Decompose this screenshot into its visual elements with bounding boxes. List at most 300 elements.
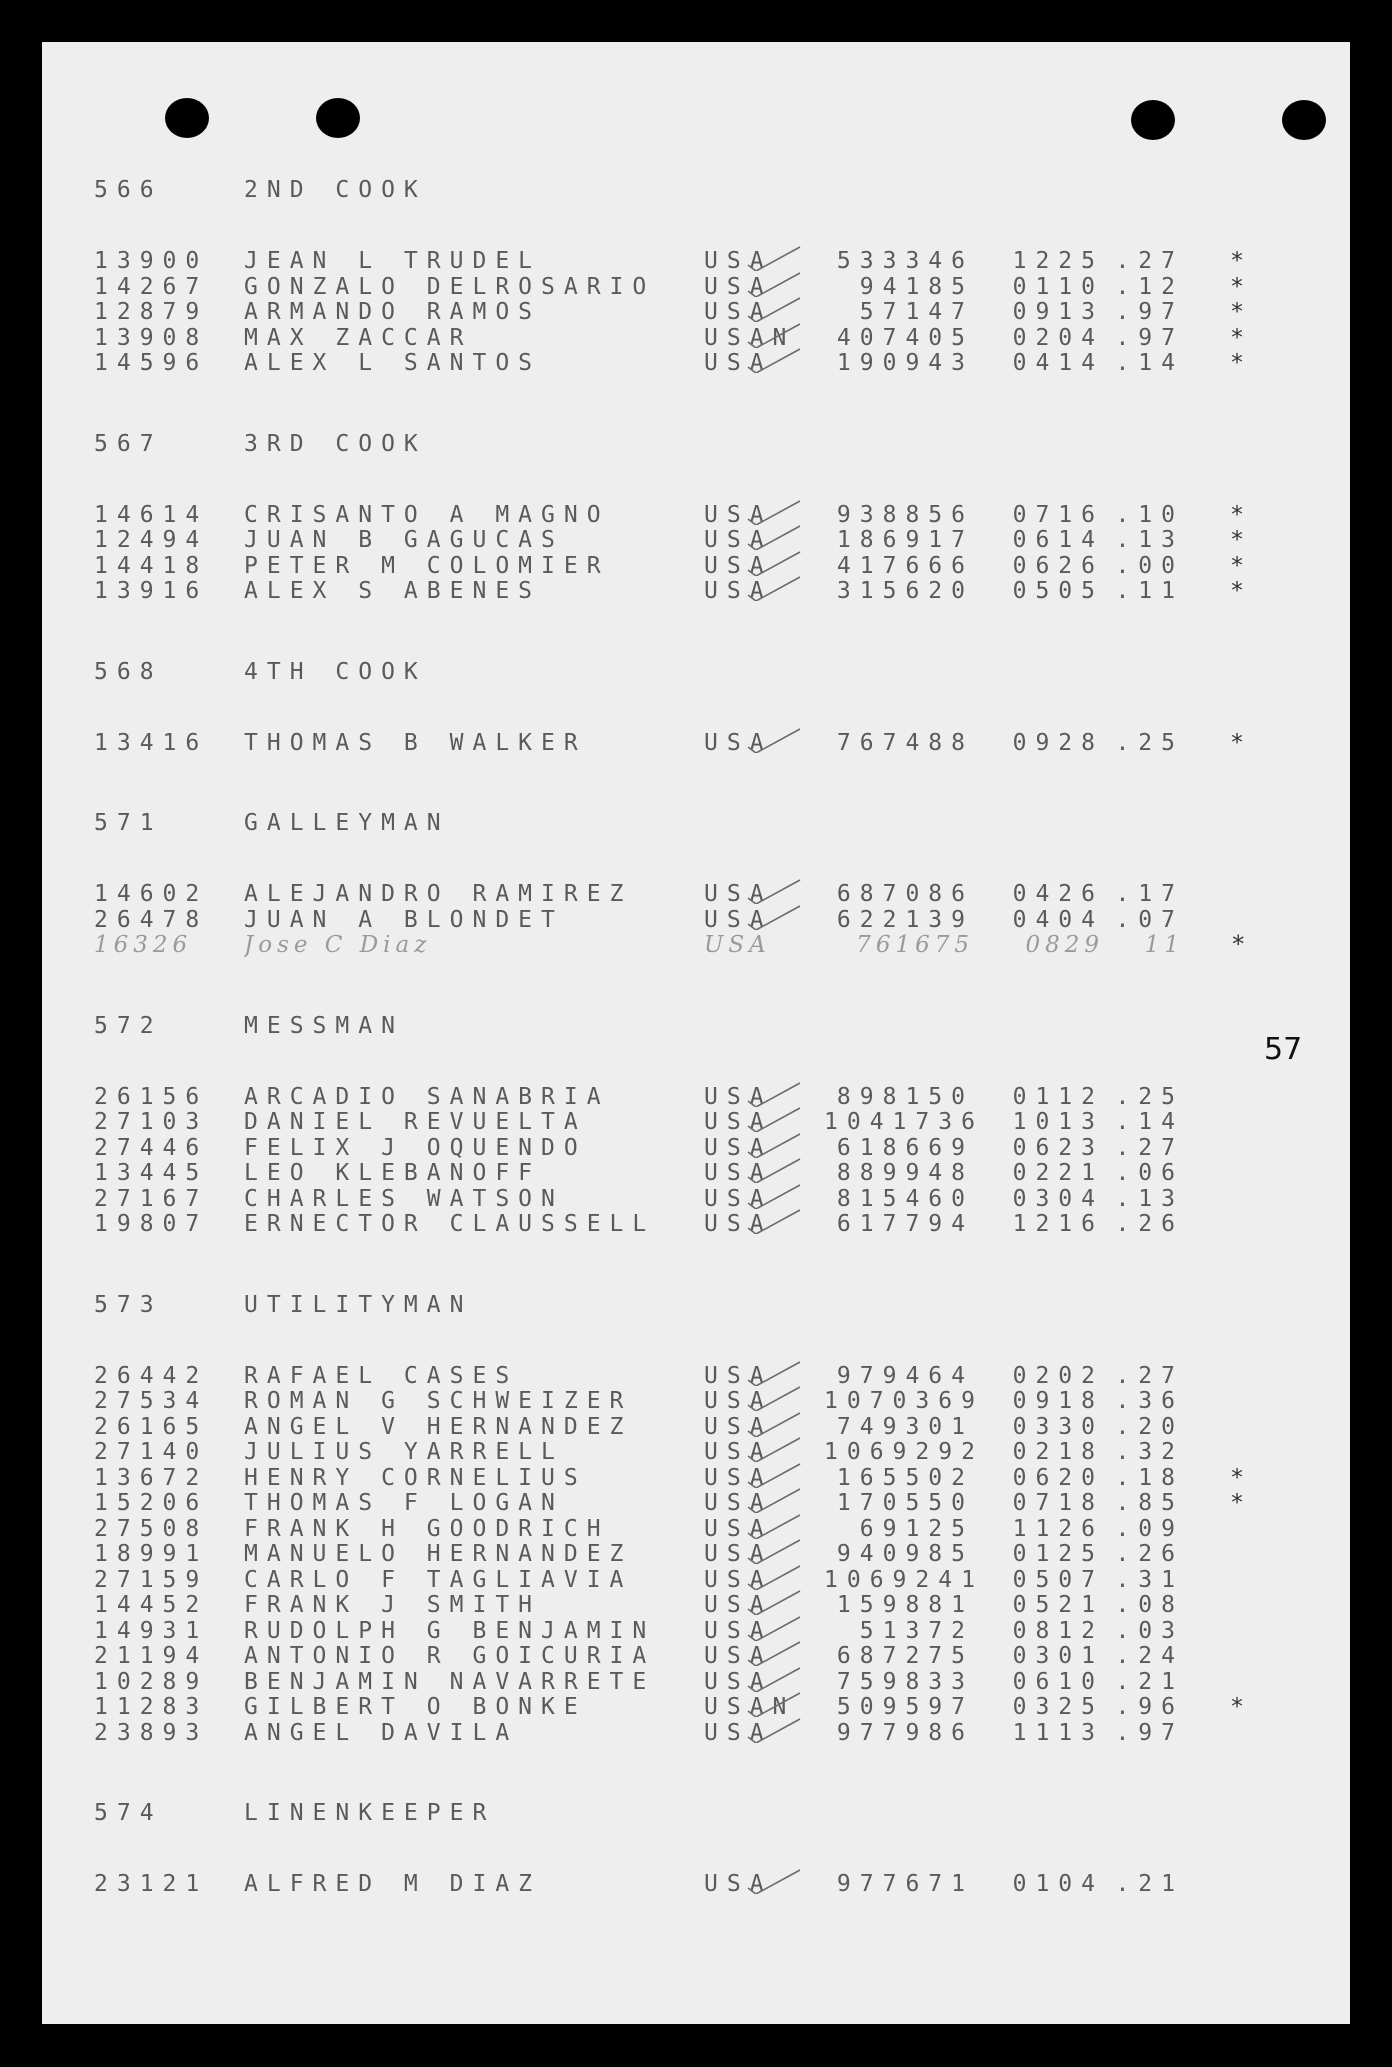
reference-number: 977986 bbox=[836, 1719, 974, 1746]
flag-mark: * bbox=[1230, 324, 1244, 351]
crew-number: 16326 bbox=[94, 932, 193, 958]
date-code: 0610 bbox=[1012, 1668, 1104, 1695]
flag-mark: * bbox=[1230, 1490, 1244, 1516]
crew-name: CHARLES WATSON bbox=[244, 1186, 564, 1212]
section bbox=[94, 1013, 1304, 1238]
rate: .26 bbox=[1115, 1541, 1184, 1567]
checkmark-icon bbox=[744, 1713, 804, 1743]
reference-number: 1041736 bbox=[824, 1109, 984, 1135]
rate: .25 bbox=[1115, 729, 1184, 756]
section-header bbox=[94, 810, 1304, 840]
reference-number: 898150 bbox=[836, 1083, 974, 1110]
crew-row bbox=[94, 326, 1304, 352]
rate: .14 bbox=[1115, 1109, 1184, 1135]
reference-number: 622139 bbox=[836, 906, 974, 933]
crew-name: RUDOLPH G BENJAMIN bbox=[244, 1618, 656, 1644]
crew-number: 14931 bbox=[94, 1617, 209, 1644]
crew-row bbox=[94, 1364, 1304, 1390]
country-text: USA bbox=[704, 1109, 773, 1135]
rate: .00 bbox=[1115, 552, 1184, 579]
crew-name: JUAN B GAGUCAS bbox=[244, 528, 564, 553]
checkmark-icon bbox=[744, 1864, 804, 1894]
section-code: 572 bbox=[94, 1012, 163, 1039]
crew-row bbox=[94, 1466, 1304, 1492]
crew-name: MAX ZACCAR bbox=[244, 325, 473, 351]
crew-name: ALEX S ABENES bbox=[244, 579, 542, 604]
document-page bbox=[42, 42, 1350, 2024]
flag-mark bbox=[1184, 1212, 1244, 1238]
flag-mark bbox=[1184, 1568, 1244, 1594]
date-code: 0614 bbox=[1012, 527, 1104, 553]
crew-name: Jose C Diaz bbox=[244, 933, 432, 958]
flag-mark bbox=[1184, 1389, 1244, 1415]
country-text: USA bbox=[704, 1592, 773, 1618]
crew-row bbox=[94, 554, 1304, 580]
rate: .06 bbox=[1115, 1160, 1184, 1186]
date-code: 0202 bbox=[1012, 1362, 1104, 1389]
crew-number: 14602 bbox=[94, 881, 209, 907]
reference-number: 509597 bbox=[836, 1694, 974, 1720]
crew-number: 27167 bbox=[94, 1185, 209, 1212]
section-header bbox=[94, 1292, 1304, 1322]
date-code: 1216 bbox=[1012, 1211, 1104, 1237]
date-code: 0325 bbox=[1012, 1694, 1104, 1720]
reference-number: 940985 bbox=[836, 1541, 974, 1567]
checkmark-icon bbox=[744, 571, 804, 601]
section bbox=[94, 1292, 1304, 1747]
country bbox=[704, 1212, 824, 1238]
flag-mark: * bbox=[1230, 578, 1244, 604]
rate: .27 bbox=[1115, 1362, 1184, 1389]
crew-number: 26478 bbox=[94, 906, 209, 933]
flag-mark: * bbox=[1230, 350, 1244, 376]
reference-number: 1070369 bbox=[824, 1388, 984, 1414]
country-text: USA bbox=[704, 1490, 773, 1516]
crew-name: ANGEL DAVILA bbox=[244, 1720, 519, 1746]
flag-mark bbox=[1184, 1644, 1244, 1670]
flag-mark: * bbox=[1230, 729, 1244, 756]
country-text: USA bbox=[704, 248, 773, 274]
crew-row bbox=[94, 1110, 1304, 1136]
crew-number: 14596 bbox=[94, 350, 209, 376]
crew-number: 15206 bbox=[94, 1490, 209, 1516]
country-text: USA bbox=[704, 1566, 773, 1593]
flag-mark bbox=[1184, 1110, 1244, 1136]
country-text: USA bbox=[704, 1211, 773, 1237]
crew-row bbox=[94, 908, 1304, 934]
date-code: 0623 bbox=[1012, 1134, 1104, 1161]
crew-name: ROMAN G SCHWEIZER bbox=[244, 1389, 633, 1414]
crew-row bbox=[94, 1872, 1304, 1898]
crew-number: 13908 bbox=[94, 324, 209, 351]
crew-list bbox=[94, 177, 1304, 1952]
crew-name: FRANK J SMITH bbox=[244, 1593, 542, 1618]
date-code: 0716 bbox=[1012, 501, 1104, 528]
crew-number: 13416 bbox=[94, 729, 209, 756]
crew-row bbox=[94, 1415, 1304, 1441]
rate: .31 bbox=[1115, 1566, 1184, 1593]
punch-hole bbox=[1282, 100, 1326, 140]
rate: .09 bbox=[1115, 1515, 1184, 1542]
country-text: USA bbox=[704, 552, 773, 579]
country-text: USAN bbox=[704, 324, 796, 351]
section bbox=[94, 810, 1304, 959]
crew-number: 13672 bbox=[94, 1464, 209, 1491]
section-header bbox=[94, 431, 1304, 461]
rate: .85 bbox=[1115, 1490, 1184, 1516]
crew-row bbox=[94, 1187, 1304, 1213]
flag-mark bbox=[1184, 1440, 1244, 1466]
country-text: USA bbox=[704, 1541, 773, 1567]
flag-mark: * bbox=[1230, 1694, 1244, 1720]
crew-number: 19807 bbox=[94, 1211, 209, 1237]
crew-number: 10289 bbox=[94, 1668, 209, 1695]
rate: .32 bbox=[1115, 1439, 1184, 1465]
crew-row bbox=[94, 1136, 1304, 1162]
flag-mark bbox=[1184, 882, 1244, 908]
flag-mark bbox=[1184, 908, 1244, 934]
crew-name: JEAN L TRUDEL bbox=[244, 249, 542, 274]
crew-number: 27508 bbox=[94, 1515, 209, 1542]
section-title: 4TH COOK bbox=[244, 658, 427, 685]
country-text: USAN bbox=[704, 1694, 796, 1720]
reference-number: 687275 bbox=[836, 1643, 974, 1669]
crew-name: MANUELO HERNANDEZ bbox=[244, 1542, 633, 1567]
crew-number: 11283 bbox=[94, 1694, 209, 1720]
reference-number: 190943 bbox=[836, 350, 974, 376]
crew-name: JUAN A BLONDET bbox=[244, 907, 564, 933]
date-code: 1013 bbox=[1012, 1109, 1104, 1135]
reference-number: 170550 bbox=[836, 1490, 974, 1516]
section-title: MESSMAN bbox=[244, 1012, 404, 1039]
section bbox=[94, 659, 1304, 757]
reference-number: 815460 bbox=[836, 1185, 974, 1212]
rate: .96 bbox=[1115, 1694, 1184, 1720]
crew-name: ARCADIO SANABRIA bbox=[244, 1084, 610, 1110]
crew-row bbox=[94, 1212, 1304, 1238]
section-title: LINENKEEPER bbox=[244, 1800, 496, 1826]
date-code: 1225 bbox=[1012, 248, 1104, 274]
section-header bbox=[94, 1013, 1304, 1043]
date-code: 0218 bbox=[1012, 1439, 1104, 1465]
reference-number: 1069292 bbox=[824, 1439, 984, 1465]
country-text: USA bbox=[704, 1134, 773, 1161]
country bbox=[704, 579, 824, 605]
reference-number: 186917 bbox=[836, 527, 974, 553]
crew-row bbox=[94, 275, 1304, 301]
rate: .26 bbox=[1115, 1211, 1184, 1237]
date-code: 0221 bbox=[1012, 1160, 1104, 1186]
crew-row bbox=[94, 1593, 1304, 1619]
country bbox=[704, 933, 824, 959]
crew-name: LEO KLEBANOFF bbox=[244, 1161, 542, 1186]
crew-row bbox=[94, 503, 1304, 529]
country bbox=[704, 1721, 824, 1747]
rate: .27 bbox=[1115, 248, 1184, 274]
crew-name: GONZALO DELROSARIO bbox=[244, 274, 656, 300]
rate: .13 bbox=[1115, 1185, 1184, 1212]
rate: 11 bbox=[1144, 932, 1184, 958]
date-code: 0918 bbox=[1012, 1388, 1104, 1414]
checkmark-icon bbox=[744, 343, 804, 373]
country-text: USA bbox=[704, 1160, 773, 1186]
country-text: USA bbox=[704, 273, 773, 300]
crew-number: 12879 bbox=[94, 299, 209, 325]
country-text: USA bbox=[704, 1464, 773, 1491]
reference-number: 165502 bbox=[836, 1464, 974, 1491]
reference-number: 1069241 bbox=[824, 1566, 984, 1593]
crew-row bbox=[94, 1440, 1304, 1466]
flag-mark bbox=[1184, 1670, 1244, 1696]
flag-mark: * bbox=[1230, 273, 1244, 300]
crew-number: 26165 bbox=[94, 1413, 209, 1440]
reference-number: 533346 bbox=[836, 248, 974, 274]
date-code: 0507 bbox=[1012, 1566, 1104, 1593]
date-code: 0718 bbox=[1012, 1490, 1104, 1516]
crew-name: ANTONIO R GOICURIA bbox=[244, 1644, 656, 1669]
punch-hole bbox=[1131, 100, 1175, 140]
crew-row bbox=[94, 300, 1304, 326]
flag-mark bbox=[1184, 1187, 1244, 1213]
flag-mark bbox=[1184, 1136, 1244, 1162]
date-code: 0404 bbox=[1012, 906, 1104, 933]
flag-mark: * bbox=[1230, 1464, 1244, 1491]
section-header bbox=[94, 1800, 1304, 1830]
rate: .18 bbox=[1115, 1464, 1184, 1491]
country-text: USA bbox=[704, 1617, 773, 1644]
crew-name: ANGEL V HERNANDEZ bbox=[244, 1414, 633, 1440]
crew-number: 14267 bbox=[94, 273, 209, 300]
crew-number: 14452 bbox=[94, 1592, 209, 1618]
reference-number: 94185 bbox=[859, 273, 974, 300]
country-text: USA bbox=[704, 1719, 773, 1746]
country-text: USA bbox=[704, 1362, 773, 1389]
flag-mark: * bbox=[1232, 932, 1244, 958]
crew-row bbox=[94, 1542, 1304, 1568]
flag-mark: * bbox=[1230, 248, 1244, 274]
country-text: USA bbox=[704, 1413, 773, 1440]
crew-number: 26442 bbox=[94, 1362, 209, 1389]
rate: .08 bbox=[1115, 1592, 1184, 1618]
rate: .25 bbox=[1115, 1083, 1184, 1110]
section bbox=[94, 1800, 1304, 1898]
crew-row bbox=[94, 1085, 1304, 1111]
date-code: 0125 bbox=[1012, 1541, 1104, 1567]
rate: .97 bbox=[1115, 324, 1184, 351]
reference-number: 761675 bbox=[856, 932, 974, 958]
crew-row bbox=[94, 528, 1304, 554]
date-code: 0301 bbox=[1012, 1643, 1104, 1669]
crew-row bbox=[94, 1695, 1304, 1721]
crew-row bbox=[94, 731, 1304, 757]
crew-name: FELIX J OQUENDO bbox=[244, 1135, 587, 1161]
reference-number: 57147 bbox=[859, 299, 974, 325]
country-text: USA bbox=[704, 527, 773, 553]
crew-number: 27534 bbox=[94, 1388, 209, 1414]
country bbox=[704, 351, 824, 377]
reference-number: 889948 bbox=[836, 1160, 974, 1186]
section-code: 568 bbox=[94, 658, 163, 685]
crew-number: 23893 bbox=[94, 1719, 209, 1746]
country bbox=[704, 1872, 824, 1898]
reference-number: 315620 bbox=[836, 578, 974, 604]
section-title: UTILITYMAN bbox=[244, 1291, 473, 1318]
crew-number: 21194 bbox=[94, 1643, 209, 1669]
crew-name: ARMANDO RAMOS bbox=[244, 300, 542, 325]
crew-name: GILBERT O BONKE bbox=[244, 1695, 587, 1720]
crew-number: 23121 bbox=[94, 1871, 209, 1897]
reference-number: 618669 bbox=[836, 1134, 974, 1161]
crew-row bbox=[94, 1491, 1304, 1517]
section-code: 571 bbox=[94, 810, 163, 836]
rate: .11 bbox=[1115, 578, 1184, 604]
reference-number: 759833 bbox=[836, 1668, 974, 1695]
flag-mark bbox=[1184, 1593, 1244, 1619]
rate: .07 bbox=[1115, 906, 1184, 933]
section-title: GALLEYMAN bbox=[244, 810, 450, 836]
rate: .14 bbox=[1115, 350, 1184, 376]
country-text: USA bbox=[704, 501, 773, 528]
crew-name: THOMAS B WALKER bbox=[244, 730, 587, 756]
reference-number: 767488 bbox=[836, 729, 974, 756]
section-header bbox=[94, 177, 1304, 207]
section bbox=[94, 431, 1304, 605]
country-text: USA bbox=[704, 881, 773, 907]
reference-number: 687086 bbox=[836, 881, 974, 907]
rate: .27 bbox=[1115, 1134, 1184, 1161]
crew-name: ALFRED M DIAZ bbox=[244, 1872, 542, 1897]
country-text: USA bbox=[704, 1515, 773, 1542]
flag-mark: * bbox=[1230, 501, 1244, 528]
date-code: 0414 bbox=[1012, 350, 1104, 376]
crew-number: 14418 bbox=[94, 552, 209, 579]
section-header bbox=[94, 659, 1304, 689]
reference-number: 69125 bbox=[859, 1515, 974, 1542]
crew-name: CRISANTO A MAGNO bbox=[244, 502, 610, 528]
crew-number: 13900 bbox=[94, 248, 209, 274]
date-code: 0928 bbox=[1012, 729, 1104, 756]
rate: .12 bbox=[1115, 273, 1184, 300]
checkmark-icon bbox=[744, 900, 804, 930]
section-code: 574 bbox=[94, 1800, 163, 1826]
section-code: 566 bbox=[94, 177, 163, 203]
date-code: 0110 bbox=[1012, 273, 1104, 300]
rate: .36 bbox=[1115, 1388, 1184, 1414]
country bbox=[704, 908, 824, 934]
country-text: USA bbox=[704, 1439, 773, 1465]
crew-number: 27140 bbox=[94, 1439, 209, 1465]
crew-row bbox=[94, 1389, 1304, 1415]
flag-mark bbox=[1184, 1721, 1244, 1747]
country bbox=[704, 731, 824, 757]
crew-row bbox=[94, 1670, 1304, 1696]
rate: .97 bbox=[1115, 1719, 1184, 1746]
country-text: USA bbox=[704, 350, 773, 376]
rate: .17 bbox=[1115, 881, 1184, 907]
section-code: 573 bbox=[94, 1291, 163, 1318]
crew-number: 18991 bbox=[94, 1541, 209, 1567]
crew-number: 14614 bbox=[94, 501, 209, 528]
date-code: 0426 bbox=[1012, 881, 1104, 907]
reference-number: 407405 bbox=[836, 324, 974, 351]
crew-row bbox=[94, 933, 1304, 959]
country-text: USA bbox=[704, 906, 773, 933]
flag-mark bbox=[1184, 1872, 1244, 1898]
checkmark-icon bbox=[744, 723, 804, 753]
crew-number: 12494 bbox=[94, 527, 209, 553]
flag-mark bbox=[1184, 1619, 1244, 1645]
crew-row bbox=[94, 1517, 1304, 1543]
crew-row bbox=[94, 1721, 1304, 1747]
country-text: USA bbox=[704, 1388, 773, 1414]
crew-number: 13916 bbox=[94, 578, 209, 604]
section-title: 2ND COOK bbox=[244, 177, 427, 203]
crew-row bbox=[94, 1568, 1304, 1594]
date-code: 0112 bbox=[1012, 1083, 1104, 1110]
date-code: 0812 bbox=[1012, 1617, 1104, 1644]
rate: .24 bbox=[1115, 1643, 1184, 1669]
crew-number: 13445 bbox=[94, 1160, 209, 1186]
crew-row bbox=[94, 249, 1304, 275]
crew-name: RAFAEL CASES bbox=[244, 1363, 519, 1389]
country-text: USA bbox=[704, 1185, 773, 1212]
crew-row bbox=[94, 1644, 1304, 1670]
flag-mark: * bbox=[1230, 527, 1244, 553]
crew-name: JULIUS YARRELL bbox=[244, 1440, 564, 1465]
flag-mark bbox=[1184, 1415, 1244, 1441]
rate: .13 bbox=[1115, 527, 1184, 553]
crew-row bbox=[94, 882, 1304, 908]
country-text: USA bbox=[704, 1643, 773, 1669]
crew-name: BENJAMIN NAVARRETE bbox=[244, 1669, 656, 1695]
crew-number: 27159 bbox=[94, 1566, 209, 1593]
date-code: 0620 bbox=[1012, 1464, 1104, 1491]
flag-mark bbox=[1184, 1364, 1244, 1390]
flag-mark bbox=[1184, 1085, 1244, 1111]
date-code: 0913 bbox=[1012, 299, 1104, 325]
date-code: 0204 bbox=[1012, 324, 1104, 351]
date-code: 0330 bbox=[1012, 1413, 1104, 1440]
crew-number: 27446 bbox=[94, 1134, 209, 1161]
crew-row bbox=[94, 351, 1304, 377]
country-text: USA bbox=[704, 932, 771, 958]
crew-row bbox=[94, 1161, 1304, 1187]
rate: .10 bbox=[1115, 501, 1184, 528]
crew-name: THOMAS F LOGAN bbox=[244, 1491, 564, 1516]
crew-name: FRANK H GOODRICH bbox=[244, 1516, 610, 1542]
flag-mark bbox=[1184, 1542, 1244, 1568]
rate: .21 bbox=[1115, 1871, 1184, 1897]
date-code: 0505 bbox=[1012, 578, 1104, 604]
reference-number: 979464 bbox=[836, 1362, 974, 1389]
crew-name: CARLO F TAGLIAVIA bbox=[244, 1567, 633, 1593]
flag-mark bbox=[1184, 1161, 1244, 1187]
flag-mark: * bbox=[1230, 299, 1244, 325]
crew-row bbox=[94, 579, 1304, 605]
punch-hole bbox=[165, 98, 209, 138]
reference-number: 749301 bbox=[836, 1413, 974, 1440]
crew-name: ALEJANDRO RAMIREZ bbox=[244, 882, 633, 907]
country-text: USA bbox=[704, 1871, 773, 1897]
rate: .03 bbox=[1115, 1617, 1184, 1644]
flag-mark bbox=[1184, 1517, 1244, 1543]
checkmark-icon bbox=[744, 1204, 804, 1234]
crew-name: PETER M COLOMIER bbox=[244, 553, 610, 579]
crew-number: 27103 bbox=[94, 1109, 209, 1135]
date-code: 0104 bbox=[1012, 1871, 1104, 1897]
crew-name: HENRY CORNELIUS bbox=[244, 1465, 587, 1491]
date-code: 0304 bbox=[1012, 1185, 1104, 1212]
